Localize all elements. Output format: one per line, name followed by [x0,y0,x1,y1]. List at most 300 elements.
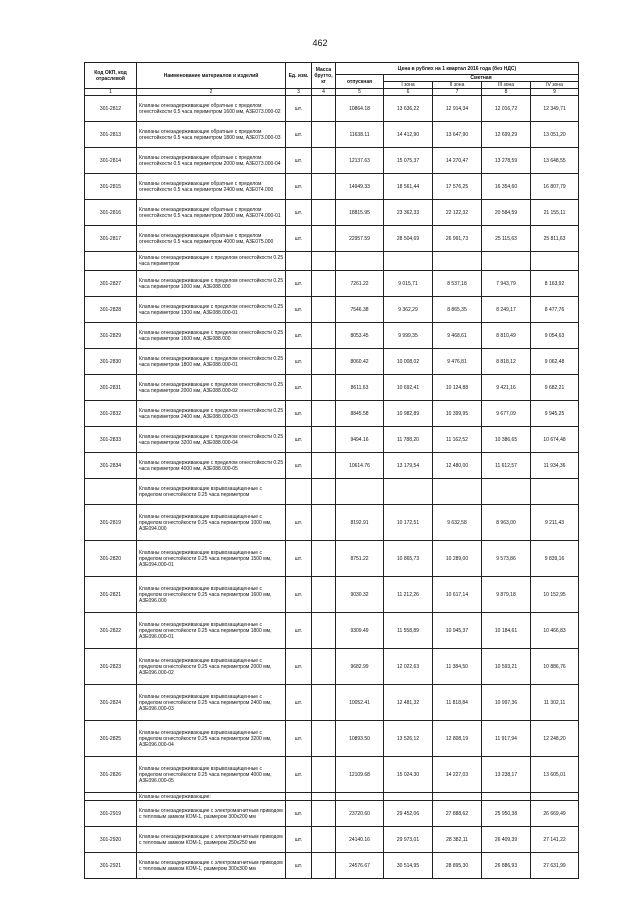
item-code: 301-2820 [85,541,137,577]
table-row [85,793,579,801]
release-price: 8611.63 [336,375,384,401]
release-price: 8060.42 [336,349,384,375]
zone-2-price: 17 576,25 [433,174,482,200]
zone-1-price: 30 514,95 [384,853,433,879]
header-release: отпускная [336,75,384,89]
item-mass [312,853,336,879]
item-name: Клапаны огнезадерживающие взрывозащищенные с пределом огнестойкости 0.25 часа периметром 1600 мм, А3Е096.000 [137,577,286,613]
zone-2-price: 9 468,61 [433,323,482,349]
item-unit: шт. [286,827,312,853]
zone-1-price: 29 452,06 [384,801,433,827]
item-mass [312,721,336,757]
table-row [85,271,579,297]
zone-2-price: 8 537,18 [433,271,482,297]
header-price-title: Цена в рублях на 1 квартал 2016 года (без НДС) [336,63,579,75]
zone-1-price: 10 982,89 [384,401,433,427]
zone-4-price: 8 477,76 [531,297,579,323]
item-unit: шт. [286,853,312,879]
table-body [85,96,579,879]
zone-4-price: 11 302,11 [531,685,579,721]
zone-2-price: 9 476,81 [433,349,482,375]
zone-4-price [531,793,579,801]
table-row [85,479,579,505]
zone-2-price [433,479,482,505]
header-zone-3: III зона [482,82,531,89]
release-price: 12109.68 [336,757,384,793]
item-mass [312,122,336,148]
zone-1-price: 13 636,22 [384,96,433,122]
item-name: Клапаны огнезадерживающие с пределом огнестойкости 0.25 часа периметром 2000 мм, А3Е088.000-02 [137,375,286,401]
zone-2-price: 10 945,37 [433,613,482,649]
zone-1-price: 10 008,02 [384,349,433,375]
zone-1-price: 12 022,63 [384,649,433,685]
item-unit: шт. [286,801,312,827]
zone-4-price: 21 155,11 [531,200,579,226]
item-mass [312,505,336,541]
release-price: 8751.22 [336,541,384,577]
item-code: 301-2833 [85,427,137,453]
item-code: 301-2824 [85,685,137,721]
table-row [85,757,579,793]
zone-1-price: 29 973,01 [384,827,433,853]
item-name: Клапаны огнезадерживающие взрывозащищенные с пределом огнестойкости 0.25 часа периметром 2400 мм, А3Е096.000-03 [137,685,286,721]
zone-3-price: 13 238,17 [482,757,531,793]
zone-2-price: 28 382,11 [433,827,482,853]
item-mass [312,271,336,297]
item-mass [312,453,336,479]
item-mass [312,427,336,453]
item-code: 301-2821 [85,577,137,613]
item-name: Клапаны огнезадерживающие с пределом огнестойкости 0.25 часа периметром [137,252,286,271]
zone-1-price: 14 412,90 [384,122,433,148]
item-name: Клапаны огнезадерживающие взрывозащищенные с пределом огнестойкости 0.25 часа периметром 2000 мм, А3Е096.000-02 [137,649,286,685]
release-price: 9494.16 [336,427,384,453]
zone-3-price: 11 612,57 [482,453,531,479]
zone-2-price: 26 991,73 [433,226,482,252]
item-code: 301-2920 [85,827,137,853]
zone-1-price [384,793,433,801]
zone-2-price: 28 895,30 [433,853,482,879]
zone-4-price: 10 886,76 [531,649,579,685]
header-name: Наименование материалов и изделий [137,63,286,89]
item-name: Клапаны огнезадерживающие с электромагнитным приводом с тепловым замком КОМ-1, размером 300х300 мм [137,853,286,879]
zone-3-price: 9 421,16 [482,375,531,401]
column-number: 2 [137,89,286,96]
zone-1-price: 11 788,20 [384,427,433,453]
zone-3-price: 9 879,18 [482,577,531,613]
item-mass [312,349,336,375]
zone-4-price: 10 152,95 [531,577,579,613]
table-row [85,577,579,613]
zone-2-price: 14 227,03 [433,757,482,793]
table-row [85,200,579,226]
item-unit: шт. [286,271,312,297]
release-price [336,793,384,801]
table-row [85,853,579,879]
item-unit: шт. [286,174,312,200]
item-mass [312,323,336,349]
zone-4-price: 13 605,01 [531,757,579,793]
table-row [85,174,579,200]
item-unit: шт. [286,226,312,252]
item-name: Клапаны огнезадерживающие обратные с пределом огнестойкости 0.5 часа периметром 2800 мм, А3Е074.000-01 [137,200,286,226]
item-code [85,252,137,271]
item-code: 301-2822 [85,613,137,649]
zone-4-price: 9 839,16 [531,541,579,577]
zone-1-price: 9 015,71 [384,271,433,297]
table-row [85,453,579,479]
item-unit: шт. [286,148,312,174]
zone-3-price [482,252,531,271]
zone-4-price: 25 811,63 [531,226,579,252]
zone-2-price: 12 808,19 [433,721,482,757]
release-price [336,479,384,505]
item-code: 301-2812 [85,96,137,122]
table-row [85,323,579,349]
table-row [85,148,579,174]
table-row [85,226,579,252]
item-code: 301-2819 [85,505,137,541]
zone-3-price: 26 886,93 [482,853,531,879]
item-name: Клапаны огнезадерживающие обратные с пределом огнестойкости 0.5 часа периметром 1800 мм, А3Е073.000-03 [137,122,286,148]
release-price: 8053.45 [336,323,384,349]
item-unit: шт. [286,685,312,721]
zone-3-price: 25 950,38 [482,801,531,827]
zone-2-price: 27 888,62 [433,801,482,827]
item-name: Клапаны огнезадерживающие с пределом огнестойкости 0.25 часа периметром 1000 мм, А3Е088.000 [137,271,286,297]
zone-3-price: 9 677,09 [482,401,531,427]
item-unit: шт. [286,427,312,453]
table-row [85,375,579,401]
zone-4-price: 10 674,48 [531,427,579,453]
release-price: 24140.16 [336,827,384,853]
zone-2-price: 11 162,52 [433,427,482,453]
item-unit: шт. [286,96,312,122]
zone-3-price: 7 943,79 [482,271,531,297]
item-mass [312,96,336,122]
zone-4-price: 9 211,43 [531,505,579,541]
zone-4-price [531,479,579,505]
zone-3-price: 8 810,49 [482,323,531,349]
zone-1-price: 9 999,35 [384,323,433,349]
item-code: 301-2825 [85,721,137,757]
item-unit: шт. [286,649,312,685]
zone-3-price: 10 593,21 [482,649,531,685]
item-unit: шт. [286,323,312,349]
item-mass [312,252,336,271]
header-zone-1: I зона [384,82,433,89]
zone-1-price: 12 481,32 [384,685,433,721]
zone-1-price: 18 561,44 [384,174,433,200]
zone-2-price: 10 617,14 [433,577,482,613]
table-row [85,801,579,827]
zone-4-price: 27 631,99 [531,853,579,879]
item-mass [312,401,336,427]
table-row [85,649,579,685]
zone-3-price [482,479,531,505]
zone-3-price: 16 354,60 [482,174,531,200]
zone-2-price: 22 122,32 [433,200,482,226]
item-unit: шт. [286,757,312,793]
item-mass [312,757,336,793]
column-number: 5 [336,89,384,96]
zone-3-price: 9 573,86 [482,541,531,577]
header-mass: Масса брутто, кг [312,63,336,89]
zone-4-price: 12 248,20 [531,721,579,757]
release-price: 8845.58 [336,401,384,427]
item-unit: шт. [286,453,312,479]
zone-1-price: 23 362,33 [384,200,433,226]
zone-1-price [384,252,433,271]
price-table [84,62,579,879]
item-mass [312,148,336,174]
item-mass [312,174,336,200]
zone-1-price: 11 212,26 [384,577,433,613]
table-row [85,349,579,375]
item-name: Клапаны огнезадерживающие взрывозащищенные с пределом огнестойкости 0.25 часа периметром 1500 мм, А3Е094.000-01 [137,541,286,577]
item-code: 301-2814 [85,148,137,174]
item-code: 301-2832 [85,401,137,427]
item-unit [286,479,312,505]
release-price: 9309.49 [336,613,384,649]
column-number: 9 [531,89,579,96]
item-code: 301-2834 [85,453,137,479]
item-unit: шт. [286,541,312,577]
zone-3-price: 8 818,12 [482,349,531,375]
zone-4-price: 12 349,71 [531,96,579,122]
item-code: 301-2827 [85,271,137,297]
zone-3-price: 13 278,59 [482,148,531,174]
item-code: 301-2831 [85,375,137,401]
zone-1-price: 15 075,37 [384,148,433,174]
zone-4-price: 8 163,92 [531,271,579,297]
zone-2-price: 9 632,58 [433,505,482,541]
item-name: Клапаны огнезадерживающие с пределом огнестойкости 0.25 часа периметром 1600 мм, А3Е088.000 [137,323,286,349]
table-row [85,427,579,453]
release-price: 23720.60 [336,801,384,827]
item-unit [286,793,312,801]
zone-3-price [482,793,531,801]
table-row [85,685,579,721]
table-row [85,401,579,427]
table-row [85,827,579,853]
item-mass [312,801,336,827]
release-price: 11638.11 [336,122,384,148]
item-unit: шт. [286,505,312,541]
zone-1-price: 28 504,69 [384,226,433,252]
column-number: 3 [286,89,312,96]
item-mass [312,200,336,226]
zone-2-price: 10 289,00 [433,541,482,577]
item-mass [312,541,336,577]
zone-3-price: 25 115,63 [482,226,531,252]
item-name: Клапаны огнезадерживающие с пределом огнестойкости 0.25 часа периметром 2400 мм, А3Е088.000-03 [137,401,286,427]
zone-4-price: 26 669,49 [531,801,579,827]
zone-2-price: 12 914,34 [433,96,482,122]
zone-4-price: 13 051,20 [531,122,579,148]
release-price [336,252,384,271]
zone-1-price: 11 558,89 [384,613,433,649]
zone-2-price: 12 480,00 [433,453,482,479]
zone-2-price: 8 865,35 [433,297,482,323]
item-code: 301-2829 [85,323,137,349]
zone-1-price: 10 865,73 [384,541,433,577]
item-code: 301-2828 [85,297,137,323]
item-mass [312,479,336,505]
item-unit: шт. [286,375,312,401]
zone-1-price [384,479,433,505]
item-mass [312,375,336,401]
zone-4-price [531,252,579,271]
item-mass [312,577,336,613]
table-row [85,96,579,122]
item-mass [312,827,336,853]
item-name: Клапаны огнезадерживающие с электромагнитным приводом с тепловым замком КОМ-1, размером 250х250 мм [137,827,286,853]
item-code: 301-2816 [85,200,137,226]
zone-1-price: 13 179,54 [384,453,433,479]
release-price: 9030.32 [336,577,384,613]
release-price: 9682.99 [336,649,384,685]
header-estimate: Сметная [384,75,579,82]
table-row [85,541,579,577]
release-price: 10614.76 [336,453,384,479]
zone-4-price: 11 934,36 [531,453,579,479]
zone-3-price: 11 917,94 [482,721,531,757]
zone-2-price: 10 124,88 [433,375,482,401]
zone-2-price: 14 270,47 [433,148,482,174]
zone-3-price: 26 409,39 [482,827,531,853]
item-code: 301-2815 [85,174,137,200]
zone-2-price [433,793,482,801]
zone-2-price: 10 399,95 [433,401,482,427]
item-name: Клапаны огнезадерживающие обратные с пределом огнестойкости 0.5 часа периметром 4000 мм, А3Е075.000 [137,226,286,252]
release-price: 18815.95 [336,200,384,226]
table-row [85,252,579,271]
item-mass [312,685,336,721]
zone-1-price: 10 172,51 [384,505,433,541]
item-mass [312,793,336,801]
header-zone-4: IV зона [531,82,579,89]
release-price: 14949.33 [336,174,384,200]
table-row [85,122,579,148]
zone-3-price: 8 963,00 [482,505,531,541]
item-name: Клапаны огнезадерживающие с пределом огнестойкости 0.25 часа периметром 4000 мм, А3Е088.000-05 [137,453,286,479]
zone-3-price: 10 997,36 [482,685,531,721]
table-row [85,721,579,757]
item-code: 301-2919 [85,801,137,827]
column-number-row [85,89,579,96]
column-number: 1 [85,89,137,96]
zone-3-price: 12 016,72 [482,96,531,122]
zone-3-price: 10 386,65 [482,427,531,453]
release-price: 8192.91 [336,505,384,541]
header-unit: Ед. изм. [286,63,312,89]
zone-4-price: 9 062,48 [531,349,579,375]
page-number: 462 [312,38,328,48]
item-name: Клапаны огнезадерживающие с пределом огнестойкости 0.25 часа периметром 1800 мм, А3Е088.000-01 [137,349,286,375]
item-code: 301-2921 [85,853,137,879]
release-price: 10893.50 [336,721,384,757]
zone-2-price: 13 647,90 [433,122,482,148]
item-name: Клапаны огнезадерживающие: [137,793,286,801]
zone-1-price: 9 362,29 [384,297,433,323]
item-unit: шт. [286,721,312,757]
item-unit: шт. [286,613,312,649]
release-price: 22957.59 [336,226,384,252]
item-mass [312,649,336,685]
column-number: 7 [433,89,482,96]
zone-1-price: 15 024.30 [384,757,433,793]
header-code: Код ОКП, код отраслевой [85,63,137,89]
zone-2-price: 11 818,84 [433,685,482,721]
release-price: 7261.22 [336,271,384,297]
item-code: 301-2823 [85,649,137,685]
zone-2-price [433,252,482,271]
zone-4-price: 9 054,63 [531,323,579,349]
zone-3-price: 12 699,29 [482,122,531,148]
item-name: Клапаны огнезадерживающие обратные с пределом огнестойкости 0.5 часа периметром 2400 мм, А3Е074.000 [137,174,286,200]
item-name: Клапаны огнезадерживающие с электромагнитным приводом с тепловым замком КОМ-1, размером 300х200 мм [137,801,286,827]
item-name: Клапаны огнезадерживающие взрывозащищенные с пределом огнестойкости 0.25 часа периметром 1000 мм, А3Е094.000 [137,505,286,541]
item-code: 301-2830 [85,349,137,375]
item-unit: шт. [286,349,312,375]
item-name: Клапаны огнезадерживающие с пределом огнестойкости 0.25 часа периметром 1300 мм, А3Е088.000-01 [137,297,286,323]
zone-4-price: 10 466,83 [531,613,579,649]
item-unit: шт. [286,401,312,427]
release-price: 24576.67 [336,853,384,879]
item-unit: шт. [286,297,312,323]
item-name: Клапаны огнезадерживающие взрывозащищенные с пределом огнестойкости 0.25 часа периметром [137,479,286,505]
item-name: Клапаны огнезадерживающие взрывозащищенные с пределом огнестойкости 0.25 часа периметром 4000 мм, А3Е096.000-05 [137,757,286,793]
item-mass [312,297,336,323]
item-name: Клапаны огнезадерживающие взрывозащищенные с пределом огнестойкости 0.25 часа периметром 3200 мм, А3Е096.000-04 [137,721,286,757]
zone-4-price: 9 682,21 [531,375,579,401]
column-number: 4 [312,89,336,96]
item-name: Клапаны огнезадерживающие обратные с пределом огнестойкости 0.5 часа периметром 2000 мм, А3Е073.000-04 [137,148,286,174]
header-zone-2: II зона [433,82,482,89]
zone-4-price: 13 648,55 [531,148,579,174]
item-code [85,793,137,801]
zone-4-price: 16 807,79 [531,174,579,200]
item-name: Клапаны огнезадерживающие взрывозащищенные с пределом огнестойкости 0.25 часа периметром 1800 мм, А3Е096.000-01 [137,613,286,649]
item-mass [312,226,336,252]
zone-3-price: 8 249,17 [482,297,531,323]
zone-1-price: 10 692,41 [384,375,433,401]
table-row [85,297,579,323]
zone-3-price: 10 184,61 [482,613,531,649]
column-number: 8 [482,89,531,96]
item-mass [312,613,336,649]
release-price: 10052.41 [336,685,384,721]
zone-2-price: 11 384,50 [433,649,482,685]
item-unit: шт. [286,577,312,613]
item-unit [286,252,312,271]
zone-4-price: 9 945,25 [531,401,579,427]
zone-3-price: 20 584,59 [482,200,531,226]
zone-4-price: 27 141,22 [531,827,579,853]
release-price: 10864.18 [336,96,384,122]
item-code: 301-2813 [85,122,137,148]
table-row [85,613,579,649]
item-name: Клапаны огнезадерживающие обратные с пределом огнестойкости 0.5 часа периметром 1600 мм, А3Е073.000-02 [137,96,286,122]
item-code: 301-2826 [85,757,137,793]
release-price: 12137.63 [336,148,384,174]
table-row [85,505,579,541]
item-code: 301-2817 [85,226,137,252]
item-code [85,479,137,505]
item-unit: шт. [286,122,312,148]
item-name: Клапаны огнезадерживающие с пределом огнестойкости 0.25 часа периметром 3200 мм, А3Е088.000-04 [137,427,286,453]
